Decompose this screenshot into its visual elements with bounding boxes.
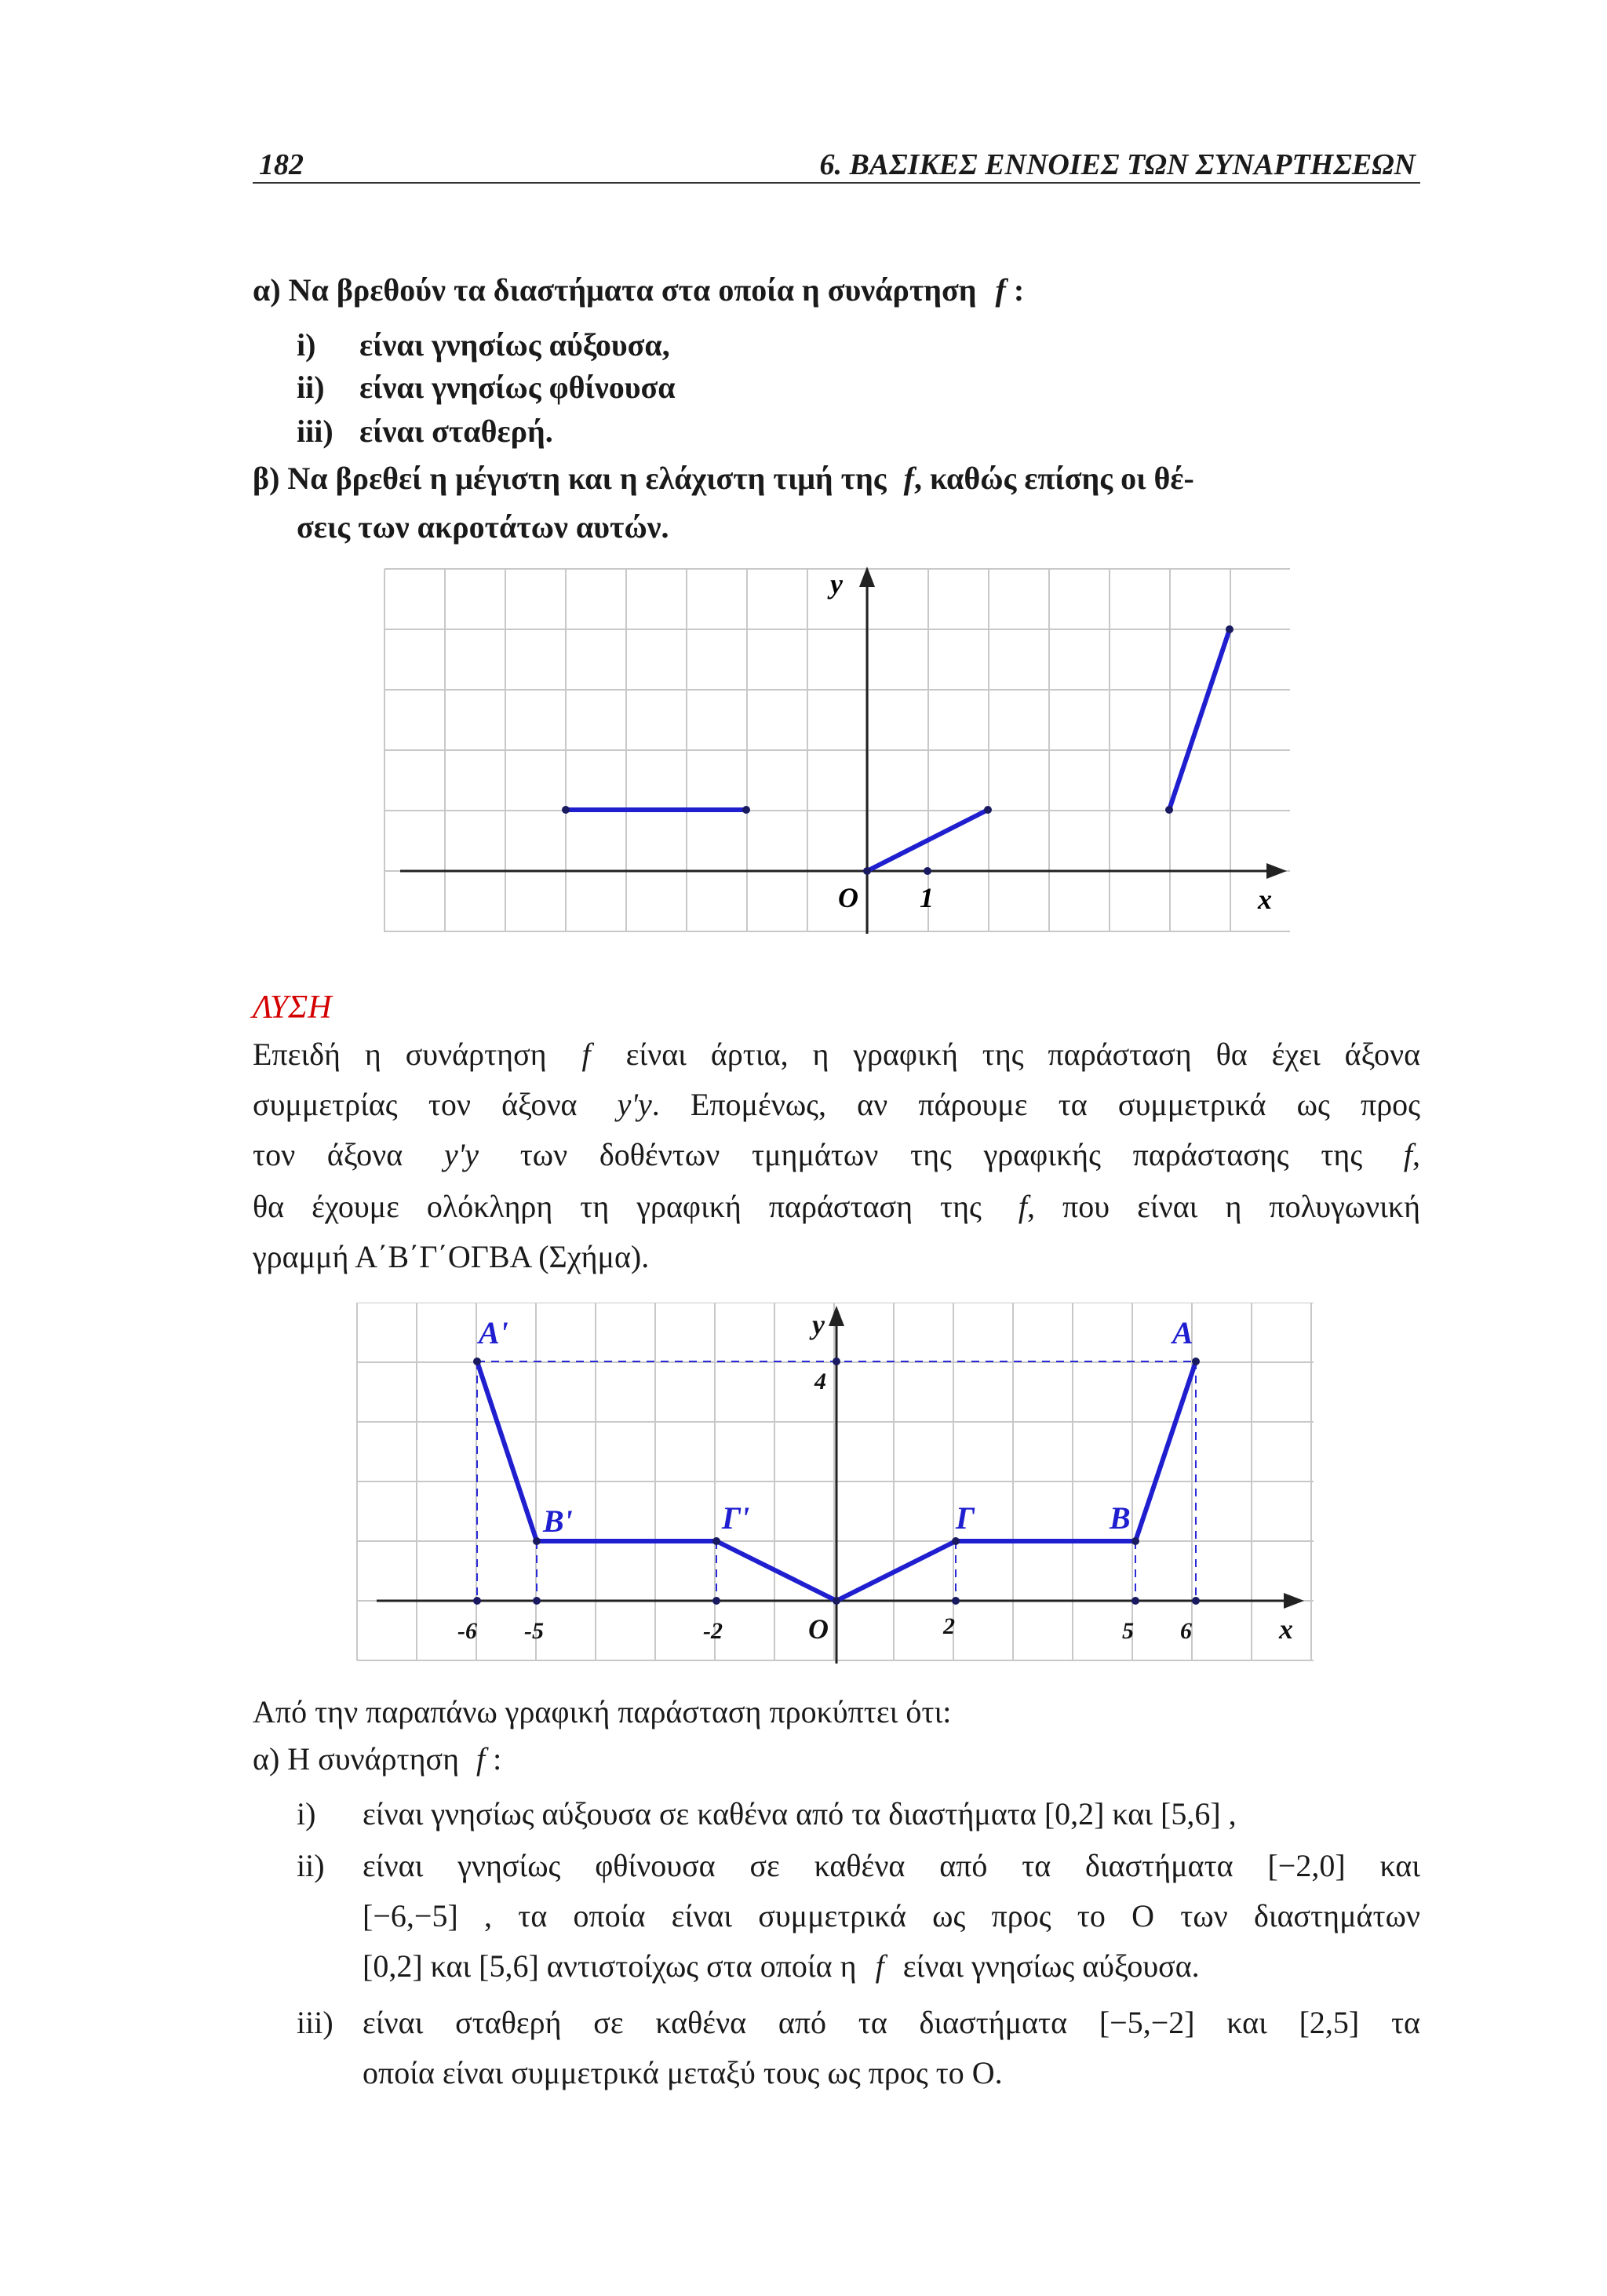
f-symbol: f: [875, 1948, 884, 1984]
x-axis-label: x: [1258, 884, 1272, 915]
label-B: B: [1110, 1500, 1131, 1536]
point-B: [1131, 1537, 1139, 1545]
point-O: [833, 1597, 840, 1605]
f-symbol: f: [1018, 1189, 1028, 1224]
chapter-title: 6. ΒΑΣΙΚΕΣ ΕΝΝΟΙΕΣ ΤΩΝ ΣΥΝΑΡΤΗΣΕΩΝ: [819, 148, 1416, 181]
y-axis-label: y: [812, 1309, 825, 1340]
conclusion-iii-line2: οποία είναι συμμετρικά μεταξύ τους ως προς το Ο.: [363, 2055, 1003, 2090]
page-number: 182: [259, 148, 304, 181]
question-a: α) Να βρεθούν τα διαστήματα στα οποία η συνάρτηση f :: [253, 272, 1025, 308]
tick-label: 6: [1180, 1618, 1192, 1644]
label-A-prime: A': [479, 1315, 508, 1350]
question-item-ii: ii) είναι γνησίως φθίνουσα: [297, 370, 676, 405]
figure-1-grid: [384, 569, 1290, 932]
f-symbol: f: [995, 272, 1006, 308]
tick-label-1: 1: [920, 882, 934, 913]
point-G-prime: [712, 1537, 720, 1545]
conclusion-a: α) Η συνάρτηση f :: [253, 1741, 502, 1777]
conclusion-i-text: είναι γνησίως αύξουσα σε καθένα από τα διαστήματα [0,2] και [5,6] ,: [363, 1796, 1237, 1831]
figure-2-graph: [353, 1303, 1326, 1671]
f-symbol: f: [476, 1741, 486, 1777]
tick-point: [924, 867, 931, 875]
question-item-iii: iii) είναι σταθερή.: [297, 414, 553, 449]
solution-heading: ΛΥΣΗ: [253, 989, 332, 1026]
tick-label: -5: [524, 1618, 544, 1644]
y-axis-arrow: [829, 1306, 844, 1326]
label-G: Γ: [956, 1500, 975, 1536]
yy-symbol: y'y: [617, 1087, 652, 1122]
point: [562, 806, 570, 814]
point-B-prime: [533, 1537, 541, 1545]
tick-point: [952, 1597, 960, 1605]
tick-label: 5: [1122, 1618, 1134, 1644]
point: [984, 806, 992, 814]
f-symbol: f: [581, 1037, 591, 1072]
conclusion-i-num: i): [297, 1796, 316, 1831]
y-axis-label: y: [830, 568, 843, 600]
point-A-prime: [473, 1358, 481, 1365]
tick-label: -2: [703, 1618, 723, 1644]
f-symbol: f: [903, 461, 914, 496]
origin-label: O: [838, 882, 858, 913]
point: [742, 806, 750, 814]
conclusion-iii-line1: είναι σταθερή σε καθένα από τα διαστήματα [−5,−2] και [2,5] τα: [363, 2005, 1420, 2040]
label-A: A: [1172, 1315, 1193, 1350]
solution-line-1: Επειδή η συνάρτηση f είναι άρτια, η γραφική της παράσταση θα έχει άξονα: [253, 1037, 1421, 1072]
conclusion-ii-line2: [−6,−5] , τα οποία είναι συμμετρικά ως προς το Ο των διαστημάτων: [363, 1898, 1420, 1933]
f-symbol: f: [1403, 1137, 1413, 1172]
origin-label: O: [808, 1613, 829, 1645]
tick-point: [473, 1597, 481, 1605]
label-G-prime: Γ': [722, 1500, 750, 1536]
solution-line-5: γραμμή Α΄Β΄Γ΄ΟΓΒΑ (Σχήμα).: [253, 1239, 650, 1274]
point: [863, 867, 871, 875]
point: [1226, 625, 1233, 633]
solution-line-3: τον άξονα y'y των δοθέντων τμημάτων της γραφικής παράστασης της f,: [253, 1137, 1421, 1172]
question-item-i: i) είναι γνησίως αύξουσα,: [297, 327, 670, 363]
tick-point: [833, 1358, 840, 1365]
conclusion-iii-num: iii): [297, 2005, 333, 2040]
solution-line-4: θα έχουμε ολόκληρη τη γραφική παράσταση της f, που είναι η πολυγωνική: [253, 1189, 1420, 1224]
solution-line-2: συμμετρίας τον άξονα y'y. Επομένως, αν πάρουμε τα συμμετρικά ως προς: [253, 1087, 1421, 1122]
tick-point: [533, 1597, 541, 1605]
tick-point: [712, 1597, 720, 1605]
x-axis-label: x: [1279, 1613, 1293, 1645]
point-G: [952, 1537, 960, 1545]
tick-point: [1131, 1597, 1139, 1605]
x-axis-arrow: [1266, 863, 1287, 879]
conclusion-ii-line1: είναι γνησίως φθίνουσα σε καθένα από τα διαστήματα [−2,0] και: [363, 1848, 1420, 1883]
question-b-line1: β) Να βρεθεί η μέγιστη και η ελάχιστη τιμή της f, καθώς επίσης οι θέ-: [253, 461, 1194, 496]
conclusion-intro: Από την παραπάνω γραφική παράσταση προκύπτει ότι:: [253, 1694, 952, 1729]
question-b-line2: σεις των ακροτάτων αυτών.: [297, 509, 669, 545]
x-axis-arrow: [1284, 1593, 1304, 1609]
point: [1165, 806, 1173, 814]
tick-label: -6: [457, 1618, 477, 1644]
page-header: [253, 141, 1420, 184]
tick-label-4: 4: [814, 1368, 826, 1394]
yy-symbol: y'y: [443, 1137, 479, 1172]
tick-point: [1192, 1597, 1200, 1605]
conclusion-ii-num: ii): [297, 1848, 325, 1883]
segment-increasing-right: [1169, 629, 1230, 810]
conclusion-ii-line3: [0,2] και [5,6] αντιστοίχως στα οποία η f είναι γνησίως αύξουσα.: [363, 1948, 1200, 1984]
tick-label: 2: [943, 1613, 955, 1639]
figure-1-graph: [377, 565, 1303, 942]
label-B-prime: B': [543, 1503, 573, 1539]
point-A: [1192, 1358, 1200, 1365]
